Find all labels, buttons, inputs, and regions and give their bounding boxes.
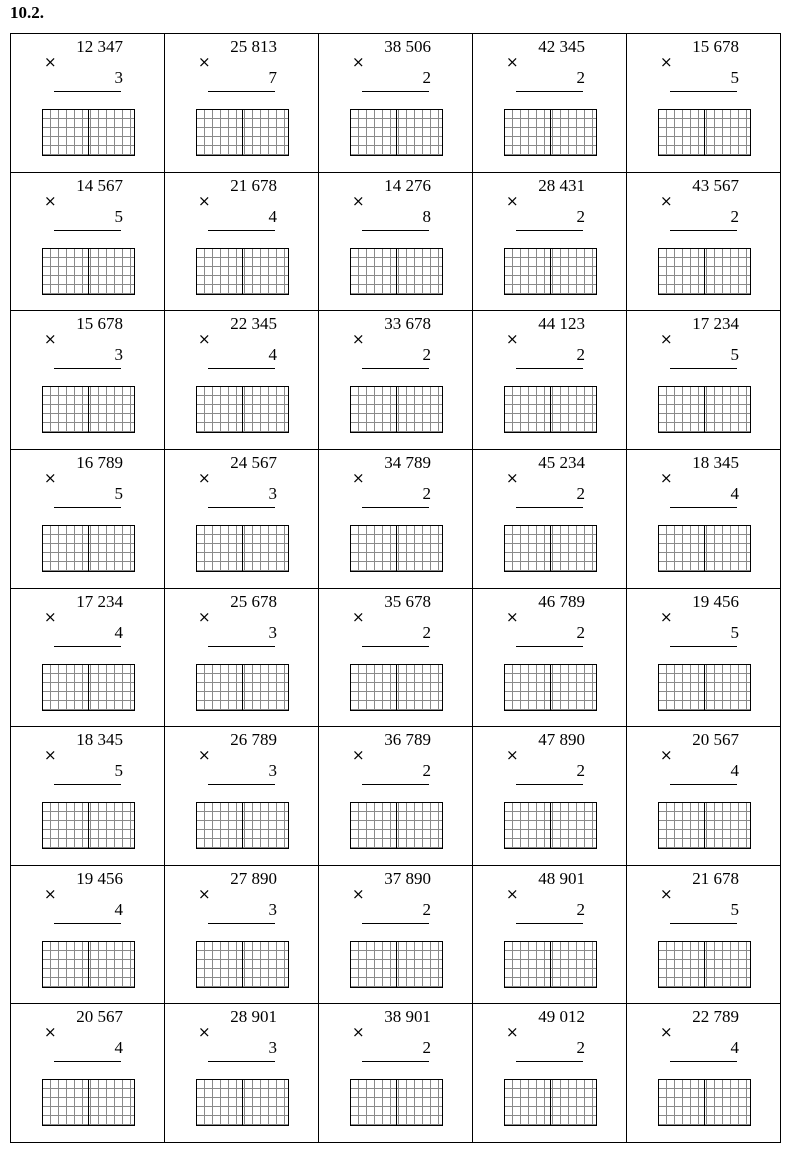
multiplier: 2	[576, 761, 585, 781]
multiply-sign: ×	[352, 53, 365, 71]
result-line	[670, 368, 737, 369]
multiplicand: 12 347	[76, 37, 123, 56]
problem-cell	[319, 450, 473, 589]
multiplicand: 16 789	[76, 452, 123, 472]
result-line	[362, 230, 429, 231]
answer-grid[interactable]	[658, 386, 751, 433]
result-line	[362, 646, 429, 647]
multiplier: 3	[268, 622, 277, 642]
exercise-title: 10.2.	[10, 3, 44, 22]
answer-grid[interactable]	[658, 664, 751, 711]
answer-grid[interactable]	[196, 941, 289, 988]
multiplicand: 20 567	[692, 730, 739, 750]
answer-grid[interactable]	[350, 1079, 443, 1126]
multiply-sign: ×	[660, 191, 673, 210]
multiplicand: 34 789	[384, 452, 431, 472]
problem-cell	[165, 589, 319, 728]
multiplier: 2	[422, 622, 431, 642]
answer-grid[interactable]	[504, 664, 597, 711]
problem-cell	[11, 866, 165, 1005]
multiplicand: 26 789	[230, 730, 277, 750]
multiplier: 5	[730, 68, 739, 87]
multiplicand: 45 234	[538, 452, 585, 472]
multiplicand: 17 234	[692, 314, 739, 334]
multiplier: 2	[730, 206, 739, 226]
answer-grid[interactable]	[350, 802, 443, 849]
answer-grid[interactable]	[196, 525, 289, 572]
multiplicand: 48 901	[538, 868, 585, 888]
multiplier: 4	[268, 206, 277, 226]
multiplicand: 19 456	[76, 868, 123, 888]
multiply-sign: ×	[506, 607, 519, 626]
multiply-sign: ×	[44, 746, 57, 765]
result-line	[54, 923, 121, 924]
problem-cell	[319, 589, 473, 728]
multiplier: 5	[114, 483, 123, 503]
answer-grid[interactable]	[658, 802, 751, 849]
result-line	[516, 646, 583, 647]
multiplicand: 38 901	[384, 1007, 431, 1027]
multiply-sign: ×	[660, 1023, 673, 1042]
multiplicand: 33 678	[384, 314, 431, 334]
result-line	[516, 784, 583, 785]
result-line	[670, 91, 737, 92]
multiply-sign: ×	[352, 1023, 365, 1042]
problem-cell	[473, 589, 627, 728]
result-line	[208, 507, 275, 508]
answer-grid[interactable]	[42, 664, 135, 711]
result-line	[362, 923, 429, 924]
multiplicand: 27 890	[230, 868, 277, 888]
problem-cell	[319, 173, 473, 312]
answer-grid[interactable]	[42, 1079, 135, 1126]
problem-cell	[319, 727, 473, 866]
multiplier: 2	[576, 899, 585, 919]
multiplicand: 18 345	[692, 452, 739, 472]
multiply-sign: ×	[44, 468, 57, 487]
multiplier: 5	[114, 206, 123, 226]
problem-cell	[11, 450, 165, 589]
result-line	[54, 784, 121, 785]
result-line	[54, 1061, 121, 1062]
multiply-sign: ×	[198, 1023, 211, 1042]
multiplier: 2	[576, 68, 585, 87]
problem-cell	[11, 173, 165, 312]
problem-cell	[473, 311, 627, 450]
multiplicand: 49 012	[538, 1007, 585, 1027]
result-line	[670, 646, 737, 647]
result-line	[670, 507, 737, 508]
multiply-sign: ×	[198, 330, 211, 349]
problem-cell	[319, 1004, 473, 1143]
multiplicand: 21 678	[230, 175, 277, 195]
multiplier: 5	[730, 899, 739, 919]
multiply-sign: ×	[352, 746, 365, 765]
answer-grid[interactable]	[504, 525, 597, 572]
problem-cell	[319, 311, 473, 450]
multiply-sign: ×	[352, 191, 365, 210]
multiplicand: 15 678	[76, 314, 123, 334]
answer-grid[interactable]	[658, 248, 751, 295]
multiply-sign: ×	[660, 468, 673, 487]
result-line	[362, 368, 429, 369]
multiplier: 3	[268, 761, 277, 781]
multiply-sign: ×	[44, 191, 57, 210]
multiplier: 3	[268, 1038, 277, 1058]
multiplicand: 28 431	[538, 175, 585, 195]
multiply-sign: ×	[352, 607, 365, 626]
multiply-sign: ×	[352, 330, 365, 349]
multiplier: 2	[422, 899, 431, 919]
problem-cell	[165, 34, 319, 173]
multiplier: 3	[268, 483, 277, 503]
answer-grid[interactable]	[350, 109, 443, 156]
result-line	[54, 368, 121, 369]
answer-grid[interactable]	[658, 1079, 751, 1126]
problem-cell	[473, 450, 627, 589]
multiply-sign: ×	[506, 53, 519, 71]
answer-grid[interactable]	[350, 525, 443, 572]
multiply-sign: ×	[44, 53, 57, 71]
multiplier: 2	[576, 483, 585, 503]
result-line	[670, 1061, 737, 1062]
result-line	[670, 784, 737, 785]
problem-cell	[165, 311, 319, 450]
multiplicand: 21 678	[692, 868, 739, 888]
multiplicand: 14 276	[384, 175, 431, 195]
answer-grid[interactable]	[504, 248, 597, 295]
multiplier: 2	[422, 483, 431, 503]
multiplier: 2	[576, 206, 585, 226]
multiply-sign: ×	[506, 884, 519, 903]
multiply-sign: ×	[198, 607, 211, 626]
multiplier: 2	[422, 1038, 431, 1058]
problem-cell	[627, 727, 781, 866]
problem-cell	[627, 589, 781, 728]
answer-grid[interactable]	[196, 664, 289, 711]
problem-cell	[627, 450, 781, 589]
answer-grid[interactable]	[504, 1079, 597, 1126]
problem-cell	[627, 866, 781, 1005]
answer-grid[interactable]	[350, 386, 443, 433]
multiply-sign: ×	[198, 884, 211, 903]
multiply-sign: ×	[506, 746, 519, 765]
multiplier: 4	[114, 899, 123, 919]
result-line	[516, 923, 583, 924]
multiplicand: 22 789	[692, 1007, 739, 1027]
result-line	[670, 230, 737, 231]
result-line	[208, 1061, 275, 1062]
problem-cell	[165, 173, 319, 312]
multiplicand: 36 789	[384, 730, 431, 750]
multiplicand: 25 678	[230, 591, 277, 611]
result-line	[208, 91, 275, 92]
result-line	[208, 230, 275, 231]
multiplier: 5	[730, 345, 739, 365]
multiplicand: 24 567	[230, 452, 277, 472]
multiplicand: 37 890	[384, 868, 431, 888]
problem-cell	[11, 311, 165, 450]
problem-cell	[627, 34, 781, 173]
multiplier: 2	[422, 68, 431, 87]
problem-cell	[11, 34, 165, 173]
multiply-sign: ×	[198, 746, 211, 765]
multiplier: 4	[730, 1038, 739, 1058]
multiplier: 4	[268, 345, 277, 365]
result-line	[516, 91, 583, 92]
multiplier: 8	[422, 206, 431, 226]
answer-grid[interactable]	[658, 941, 751, 988]
result-line	[54, 507, 121, 508]
problem-cell	[627, 173, 781, 312]
multiply-sign: ×	[198, 468, 211, 487]
multiply-sign: ×	[44, 884, 57, 903]
multiplicand: 44 123	[538, 314, 585, 334]
answer-grid[interactable]	[658, 525, 751, 572]
multiplier: 2	[576, 1038, 585, 1058]
answer-grid[interactable]	[42, 386, 135, 433]
multiplier: 5	[114, 761, 123, 781]
result-line	[516, 230, 583, 231]
problem-cell	[473, 173, 627, 312]
problem-cell	[473, 866, 627, 1005]
result-line	[208, 646, 275, 647]
multiplier: 4	[730, 761, 739, 781]
multiplicand: 28 901	[230, 1007, 277, 1027]
result-line	[362, 784, 429, 785]
answer-grid[interactable]	[196, 248, 289, 295]
multiplier: 2	[576, 622, 585, 642]
multiplier: 3	[268, 899, 277, 919]
multiply-sign: ×	[44, 330, 57, 349]
multiply-sign: ×	[660, 607, 673, 626]
multiplier: 4	[730, 483, 739, 503]
problem-cell	[11, 727, 165, 866]
answer-grid[interactable]	[504, 802, 597, 849]
multiply-sign: ×	[660, 330, 673, 349]
multiply-sign: ×	[352, 468, 365, 487]
answer-grid[interactable]	[196, 802, 289, 849]
result-line	[670, 923, 737, 924]
result-line	[362, 1061, 429, 1062]
problem-cell	[473, 34, 627, 173]
answer-grid[interactable]	[42, 525, 135, 572]
answer-grid[interactable]	[196, 109, 289, 156]
problem-cell	[165, 727, 319, 866]
multiply-sign: ×	[198, 53, 211, 71]
result-line	[516, 368, 583, 369]
problem-cell	[11, 1004, 165, 1143]
problem-table	[10, 33, 781, 1143]
answer-grid[interactable]	[196, 1079, 289, 1126]
result-line	[54, 646, 121, 647]
multiplicand: 47 890	[538, 730, 585, 750]
multiplicand: 18 345	[76, 730, 123, 750]
multiplier: 3	[114, 345, 123, 365]
multiplier: 2	[422, 761, 431, 781]
multiply-sign: ×	[506, 468, 519, 487]
multiplicand: 20 567	[76, 1007, 123, 1027]
problem-cell	[473, 1004, 627, 1143]
answer-grid[interactable]	[42, 802, 135, 849]
problem-cell	[165, 450, 319, 589]
problem-cell	[319, 866, 473, 1005]
multiplicand: 14 567	[76, 175, 123, 195]
multiply-sign: ×	[506, 1023, 519, 1042]
answer-grid[interactable]	[350, 664, 443, 711]
multiply-sign: ×	[44, 1023, 57, 1042]
result-line	[516, 1061, 583, 1062]
answer-grid[interactable]	[42, 248, 135, 295]
result-line	[208, 368, 275, 369]
problem-cell	[319, 34, 473, 173]
multiplicand: 43 567	[692, 175, 739, 195]
multiplicand: 15 678	[692, 37, 739, 56]
multiplicand: 19 456	[692, 591, 739, 611]
result-line	[362, 91, 429, 92]
answer-grid[interactable]	[42, 109, 135, 156]
answer-grid[interactable]	[504, 386, 597, 433]
multiply-sign: ×	[352, 884, 365, 903]
multiplier: 5	[730, 622, 739, 642]
answer-grid[interactable]	[196, 386, 289, 433]
problem-cell	[473, 727, 627, 866]
result-line	[54, 230, 121, 231]
multiplier: 2	[422, 345, 431, 365]
answer-grid[interactable]	[350, 941, 443, 988]
problem-cell	[165, 1004, 319, 1143]
result-line	[362, 507, 429, 508]
answer-grid[interactable]	[42, 941, 135, 988]
multiplicand: 46 789	[538, 591, 585, 611]
problem-cell	[627, 1004, 781, 1143]
multiply-sign: ×	[660, 53, 673, 71]
result-line	[208, 923, 275, 924]
multiplier: 4	[114, 622, 123, 642]
problem-cell	[11, 589, 165, 728]
result-line	[54, 91, 121, 92]
multiplier: 3	[114, 68, 123, 87]
multiply-sign: ×	[44, 607, 57, 626]
multiply-sign: ×	[198, 191, 211, 210]
answer-grid[interactable]	[350, 248, 443, 295]
problem-cell	[627, 311, 781, 450]
multiplicand: 17 234	[76, 591, 123, 611]
multiply-sign: ×	[660, 884, 673, 903]
answer-grid[interactable]	[504, 941, 597, 988]
multiplicand: 42 345	[538, 37, 585, 56]
multiply-sign: ×	[506, 191, 519, 210]
result-line	[208, 784, 275, 785]
multiplier: 2	[576, 345, 585, 365]
answer-grid[interactable]	[504, 109, 597, 156]
multiplier: 7	[268, 68, 277, 87]
multiplicand: 25 813	[230, 37, 277, 56]
multiplicand: 35 678	[384, 591, 431, 611]
problem-cell	[165, 866, 319, 1005]
multiplicand: 22 345	[230, 314, 277, 334]
multiply-sign: ×	[506, 330, 519, 349]
multiply-sign: ×	[660, 746, 673, 765]
result-line	[516, 507, 583, 508]
answer-grid[interactable]	[658, 109, 751, 156]
multiplicand: 38 506	[384, 37, 431, 56]
multiplier: 4	[114, 1038, 123, 1058]
